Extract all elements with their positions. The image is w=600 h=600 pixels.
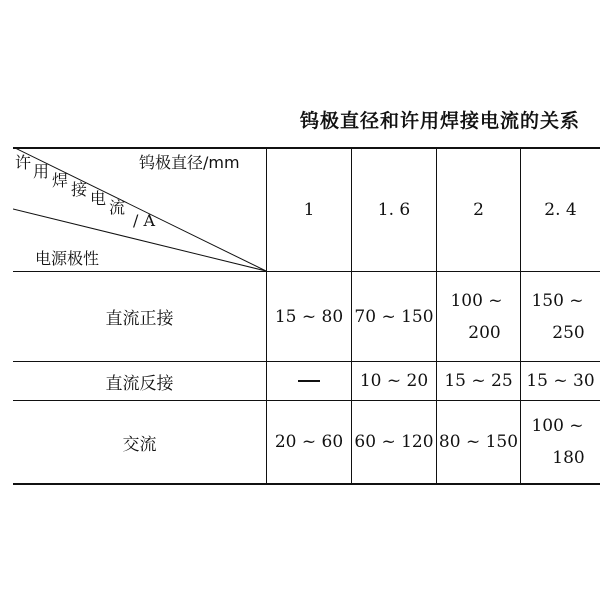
table-cell-line: 100 ~ — [531, 416, 584, 436]
table-cell: 70 ~ 150 — [354, 306, 434, 327]
table-cell: 80 ~ 150 — [438, 432, 519, 452]
header-current-char-6: 流 — [109, 198, 126, 217]
table-cell — [521, 401, 600, 483]
table-cell-line: 200 — [468, 322, 501, 343]
table-cell — [521, 272, 600, 361]
row-label-dc-straight: 直流正接 — [105, 309, 174, 329]
column-header-3: 2 — [473, 200, 484, 220]
header-current-char-1: 许 — [15, 153, 32, 172]
table-cell-line: 100 ~ — [450, 290, 503, 311]
table-cell-line: 150 ~ — [531, 290, 584, 311]
table-cell: 20 ~ 60 — [274, 432, 344, 452]
row-label-ac: 交流 — [122, 434, 157, 455]
column-header-2: 1. 6 — [377, 200, 411, 220]
header-current-char-4: 接 — [71, 180, 88, 199]
header-current-char-5: 电 — [90, 189, 107, 208]
column-header-1: 1 — [303, 200, 315, 220]
table-cell: 15 ~ 80 — [274, 306, 344, 327]
table-cell: 15 ~ 30 — [526, 371, 595, 391]
header-diameter-label: 钨极直径/mm — [139, 153, 240, 172]
column-header-4: 2. 4 — [544, 200, 577, 220]
empty-value-dash — [298, 380, 320, 382]
table-cell: 15 ~ 25 — [444, 371, 513, 391]
table-cell-line: 180 — [552, 448, 585, 468]
table-cell: 60 ~ 120 — [354, 432, 434, 452]
table-cell-line: 250 — [552, 322, 585, 343]
header-current-unit: / A — [133, 211, 156, 230]
table-bottom-rule — [13, 483, 600, 485]
header-current-char-2: 用 — [33, 162, 50, 181]
current-table — [13, 147, 600, 485]
table-cell: 10 ~ 20 — [359, 371, 429, 391]
table-cell — [437, 272, 520, 361]
header-current-char-3: 焊 — [52, 171, 69, 190]
table-cell-empty — [267, 362, 351, 400]
table-title: 钨极直径和许用焊接电流的关系 — [299, 110, 580, 132]
header-polarity-label: 电源极性 — [35, 249, 100, 268]
row-label-dc-reverse: 直流反接 — [105, 373, 174, 394]
